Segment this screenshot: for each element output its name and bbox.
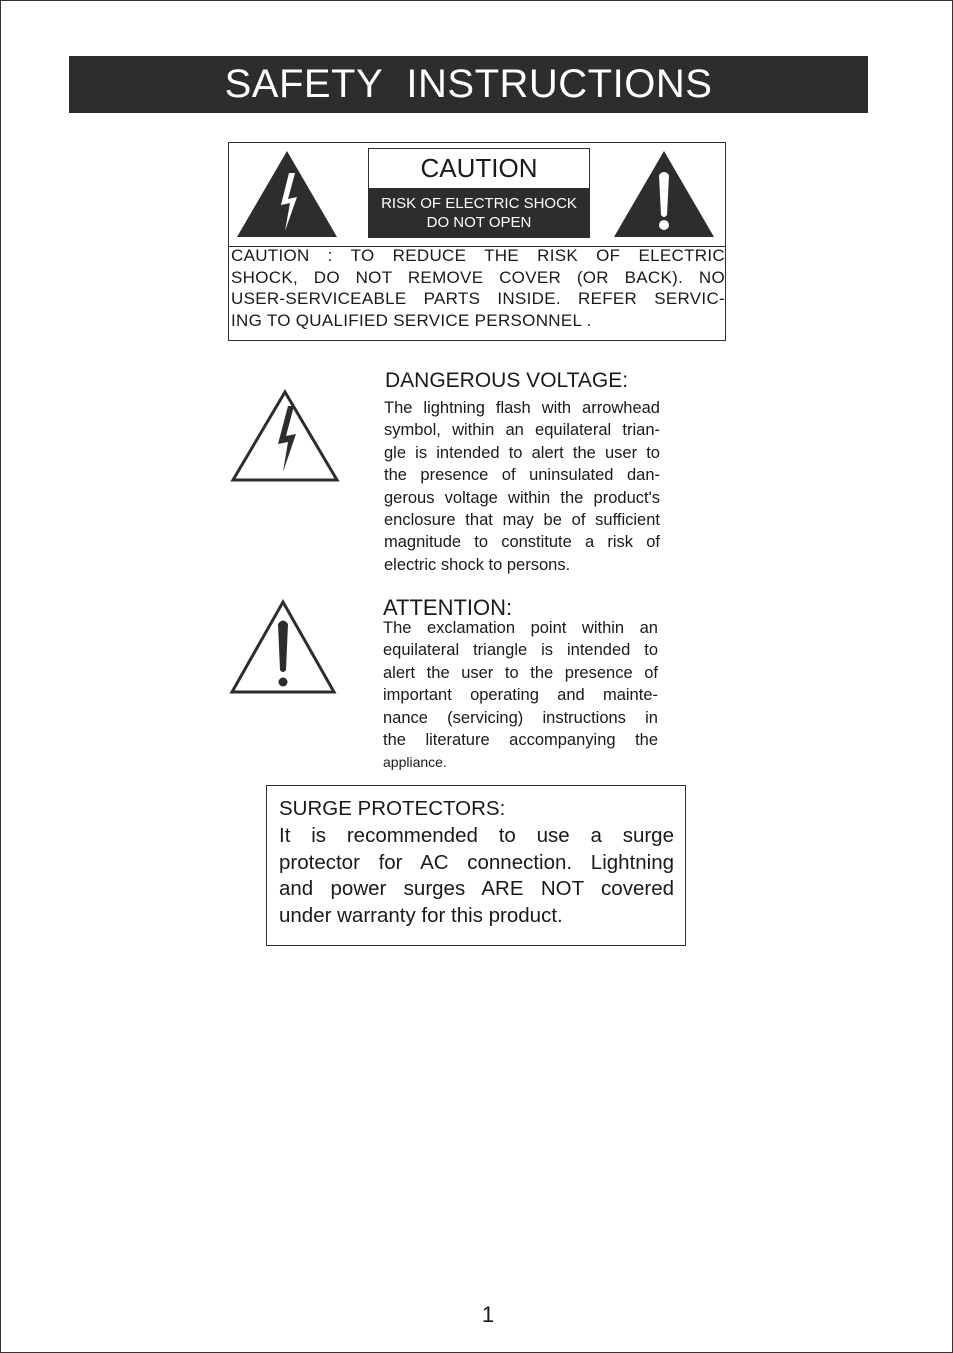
caution-text-line: USER-SERVICEABLE PARTS INSIDE. REFER SERVIC- [231, 289, 725, 308]
title-word-1: SAFETY [224, 62, 384, 106]
surge-text [279, 823, 674, 930]
page-title [69, 56, 868, 113]
caution-text-line: SHOCK, DO NOT REMOVE COVER (OR BACK). NO [231, 267, 725, 287]
paragraph-line: enclosure that may be of sufficient [384, 511, 660, 530]
dangerous-voltage-heading: DANGEROUS VOLTAGE: [385, 369, 629, 392]
attention-heading: ATTENTION: [383, 595, 513, 620]
surge-protectors-box [266, 785, 686, 946]
caution-box [228, 142, 726, 341]
paragraph-line: It is recommended to use a surge [279, 824, 674, 847]
caution-label-warning [369, 188, 589, 237]
attention-text [383, 617, 658, 774]
caution-label-title: CAUTION [420, 153, 538, 183]
paragraph-line: protector for AC connection. Lightning [279, 850, 674, 874]
paragraph-line: alert the user to the presence of [383, 663, 658, 682]
paragraph-line: equilateral triangle is intended to [383, 641, 658, 660]
paragraph-line: under warranty for this product. [279, 904, 563, 928]
paragraph-line: nance (servicing) instructions in [383, 708, 658, 727]
paragraph-line: important operating and mainte- [383, 686, 658, 705]
exclamation-triangle-icon [612, 149, 716, 239]
surge-heading: SURGE PROTECTORS: [279, 797, 506, 820]
caution-label-line-2: DO NOT OPEN [426, 214, 532, 231]
exclamation-triangle-icon [229, 598, 337, 696]
paragraph-line: the presence of uninsulated dan- [384, 466, 660, 485]
paragraph-line: gerous voltage within the product's [384, 488, 660, 507]
paragraph-line: magnitude to constitute a risk of [384, 533, 660, 552]
paragraph-line: and power surges ARE NOT covered [279, 877, 674, 901]
lightning-triangle-icon [230, 388, 340, 484]
caution-text [231, 245, 725, 331]
paragraph-line: appliance. [383, 754, 447, 771]
lightning-triangle-icon [235, 149, 339, 239]
title-word-2: INSTRUCTIONS [406, 62, 713, 106]
caution-label-line-1: RISK OF ELECTRIC SHOCK [381, 195, 577, 212]
paragraph-line: gle is intended to alert the user to [384, 443, 660, 462]
caution-label [368, 148, 590, 238]
paragraph-line: electric shock to persons. [384, 555, 571, 574]
paragraph-line: The exclamation point within an [383, 619, 658, 637]
caution-text-line: ING TO QUALIFIED SERVICE PERSONNEL . [231, 310, 592, 330]
dangerous-voltage-text [384, 397, 660, 576]
paragraph-line: The lightning flash with arrowhead [384, 399, 660, 417]
paragraph-line: the literature accompanying the [383, 731, 658, 750]
page-number: 1 [481, 1302, 495, 1327]
paragraph-line: symbol, within an equilateral trian- [384, 421, 660, 440]
caution-text-line: CAUTION : TO REDUCE THE RISK OF ELECTRIC [231, 246, 725, 265]
